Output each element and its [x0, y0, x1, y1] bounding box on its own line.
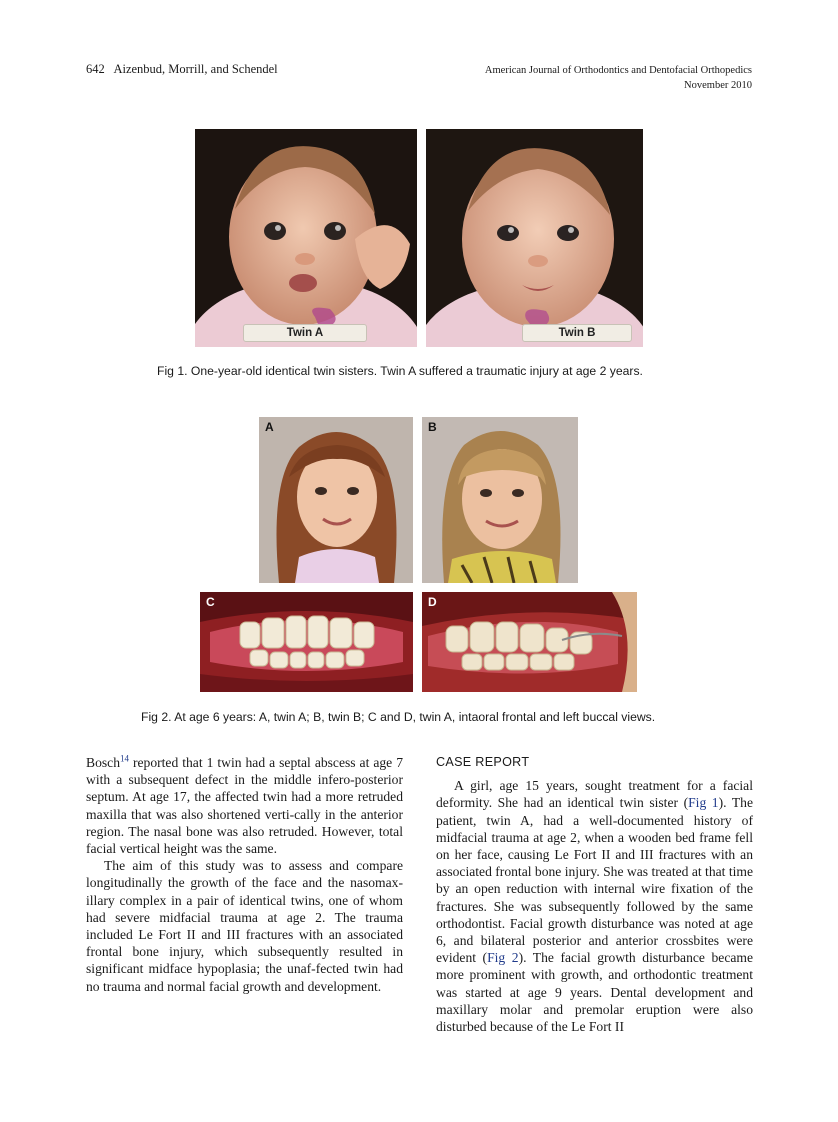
issue-date: November 2010: [684, 80, 752, 91]
header-authors: Aizenbud, Morrill, and Schendel: [113, 62, 278, 76]
fig2-link[interactable]: Fig 2: [487, 950, 519, 966]
fig1-label-twin-a: Twin A: [243, 324, 367, 342]
fig2-panel-a-letter: A: [265, 420, 274, 434]
fig2-panel-d-letter: D: [428, 595, 437, 609]
section-heading-case-report: CASE REPORT: [436, 755, 530, 769]
fig2-caption: Fig 2. At age 6 years: A, twin A; B, twin B; C and D, twin A, intaoral frontal and left buccal views.: [141, 710, 656, 724]
page-number: 642: [86, 62, 105, 76]
case-report-text-1: A girl, age 15 years, sought treatment for a facial deformity. She had an identical twin sister (: [436, 778, 753, 811]
journal-title: American Journal of Orthodontics and Dentofacial Orthopedics: [484, 65, 752, 76]
fig2-panel-c-letter: C: [206, 595, 215, 609]
fig1-label-twin-b: Twin B: [522, 324, 632, 342]
left-paragraph-1: [86, 754, 403, 857]
left-paragraph-1-text: reported that 1 twin had a septal abscess at age 7 with a subsequent defect in the middle infero-posterior septum. At age 17, the affected twin had a more retruded maxilla that was also shortened verti-cally in the anterior region. The nasal bone was also retruded. However, total facial vertical height was the same.: [86, 755, 403, 857]
fig2-panel-b-photo: [422, 417, 578, 583]
running-header-right: [485, 63, 752, 93]
case-report-paragraph: [436, 777, 753, 1035]
fig2-panel-c-photo: [200, 592, 413, 692]
left-paragraph-2: The aim of this study was to assess and compare longitudinally the growth of the face and the nasomax-illary complex in a pair of identical twins, one of whom had severe midfacial trauma at age 2. The trauma included Le Fort II and III fractures with an associated frontal bone injury, which subsequently resulted in significant midface hypoplasia; the unaf-fected twin had no trauma and normal facial growth and development.: [86, 858, 403, 994]
case-report-text-3: ). The facial growth disturbance became more prominent with growth, and orthodontic treatment was started at age 9 years. Dental development and maxillary molar and premolar eruption were also disturbed because of the Le Fort II: [436, 950, 753, 1035]
fig1-photo-twin-b: [426, 129, 643, 347]
fig2-panel-d-photo: [422, 592, 637, 692]
reference-14[interactable]: 14: [119, 753, 129, 764]
left-column: [86, 754, 403, 995]
bosch-name: Bosch: [86, 755, 120, 770]
fig2-panel-b-letter: B: [428, 420, 437, 434]
case-report-text-2: ). The patient, twin A, had a well-documented history of midfacial trauma at age 2, when a wooden bed frame fell on her face, causing Le Fort II and III fractures with an associated frontal bone injury. She was treated at that time by an open reduction with internal wire fixation of the fractures. She was subsequently followed by the same orthodontist. Facial growth disturbance was noted at age 6, and bilateral posterior and anterior crossbites were evident (: [436, 795, 753, 966]
fig1-photo-twin-a: [195, 129, 417, 347]
fig1-caption: Fig 1. One-year-old identical twin sisters. Twin A suffered a traumatic injury at age 2 years.: [157, 364, 643, 378]
fig2-panel-a-photo: [259, 417, 413, 583]
fig1-link[interactable]: Fig 1: [688, 795, 719, 811]
running-header-left: [86, 62, 278, 77]
right-column: [436, 754, 753, 1035]
